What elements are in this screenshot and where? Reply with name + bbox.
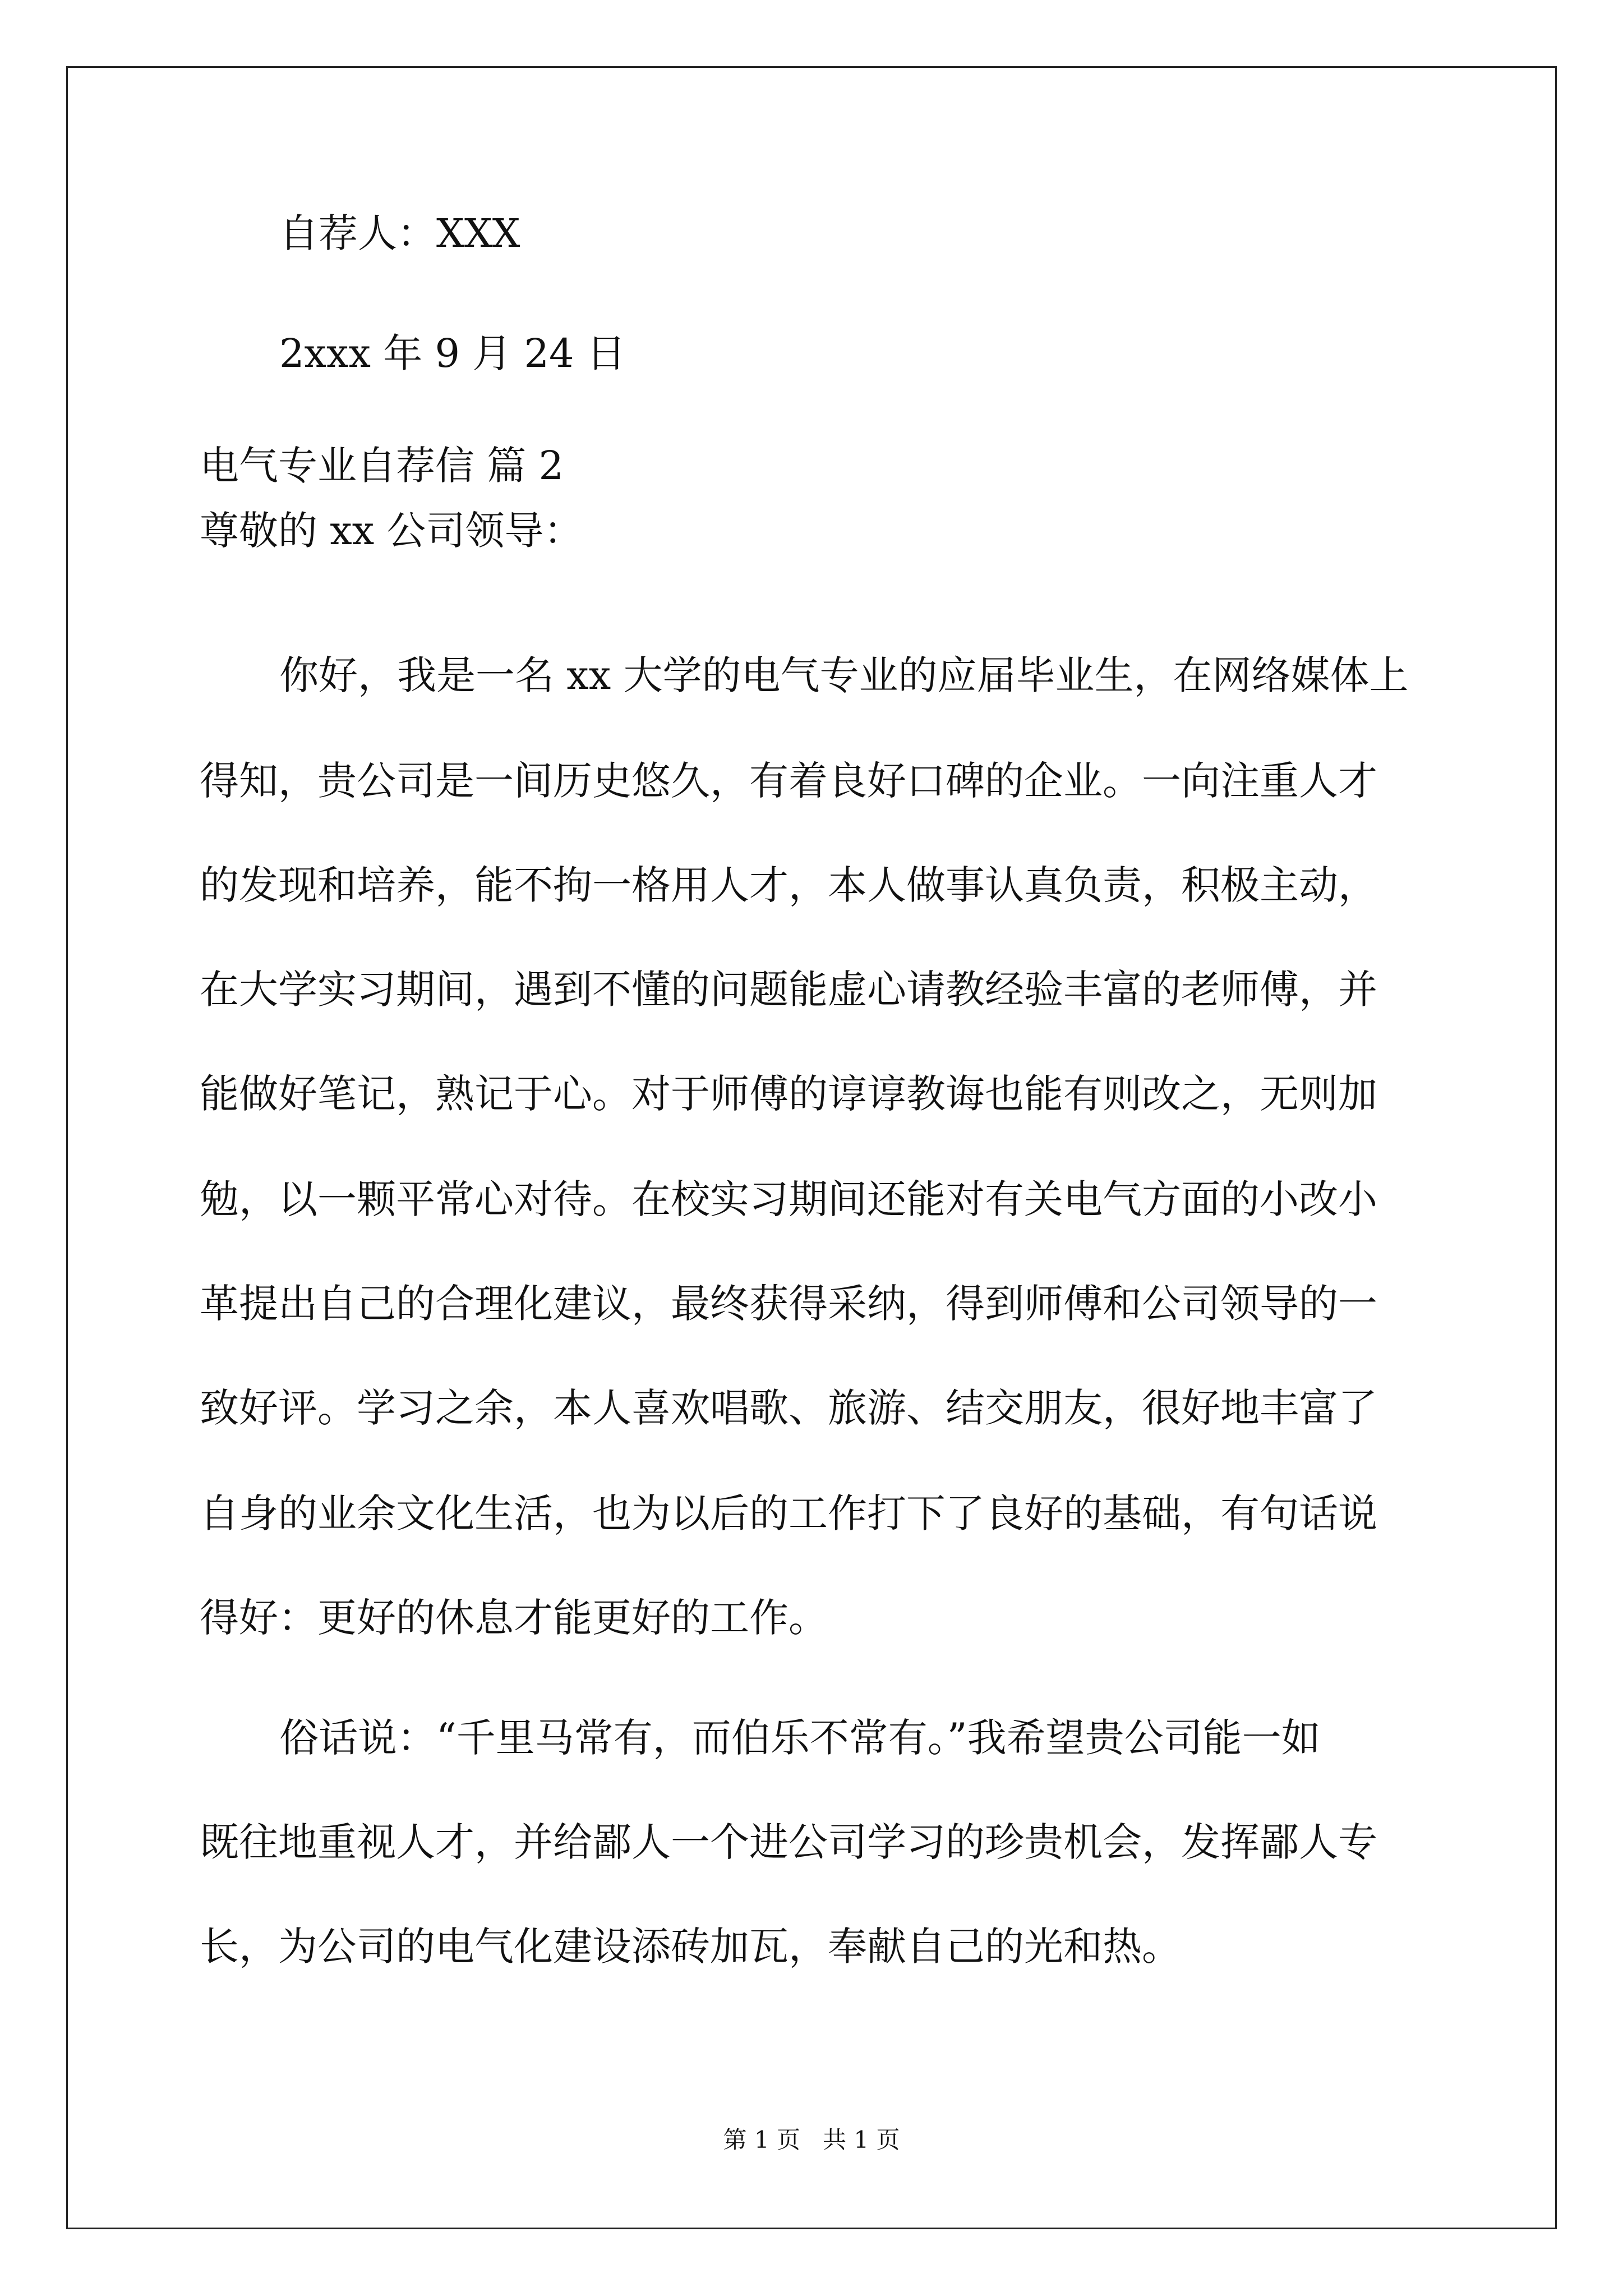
- paragraph-line: 勉，以一颗平常心对待。在校实习期间还能对有关电气方面的小改小: [200, 1176, 1377, 1222]
- date-line: 2xxx 年 9 月 24 日: [279, 330, 626, 376]
- page-footer: 第 1 页 共 1 页: [723, 2126, 900, 2154]
- paragraph-line: 你好，我是一名 xx 大学的电气专业的应届毕业生，在网络媒体上: [279, 652, 1409, 698]
- paragraph-line: 的发现和培养，能不拘一格用人才，本人做事认真负责，积极主动，: [200, 862, 1377, 908]
- paragraph-line: 在大学实习期间，遇到不懂的问题能虚心请教经验丰富的老师傅，并: [200, 967, 1377, 1013]
- salutation: 尊敬的 xx 公司领导：: [200, 508, 583, 554]
- page-border: [66, 66, 1557, 2229]
- paragraph-line: 致好评。学习之余，本人喜欢唱歌、旅游、结交朋友，很好地丰富了: [200, 1385, 1377, 1431]
- signature-line: 自荐人：XXX: [279, 210, 520, 256]
- section-title: 电气专业自荐信 篇 2: [200, 443, 564, 489]
- paragraph-line: 自身的业余文化生活，也为以后的工作打下了良好的基础，有句话说: [200, 1490, 1377, 1536]
- paragraph-line: 既往地重视人才，并给鄙人一个进公司学习的珍贵机会，发挥鄙人专: [200, 1819, 1377, 1865]
- paragraph-line: 长，为公司的电气化建设添砖加瓦，奉献自己的光和热。: [200, 1924, 1181, 1970]
- paragraph-line: 革提出自己的合理化建议，最终获得采纳，得到师傅和公司领导的一: [200, 1281, 1377, 1327]
- paragraph-line: 得知，贵公司是一间历史悠久，有着良好口碑的企业。一向注重人才: [200, 758, 1377, 804]
- paragraph-line: 得好：更好的休息才能更好的工作。: [200, 1595, 828, 1641]
- paragraph-line: 能做好笔记，熟记于心。对于师傅的谆谆教诲也能有则改之，无则加: [200, 1071, 1377, 1117]
- paragraph-line: 俗话说：“千里马常有，而伯乐不常有。”我希望贵公司能一如: [279, 1715, 1321, 1761]
